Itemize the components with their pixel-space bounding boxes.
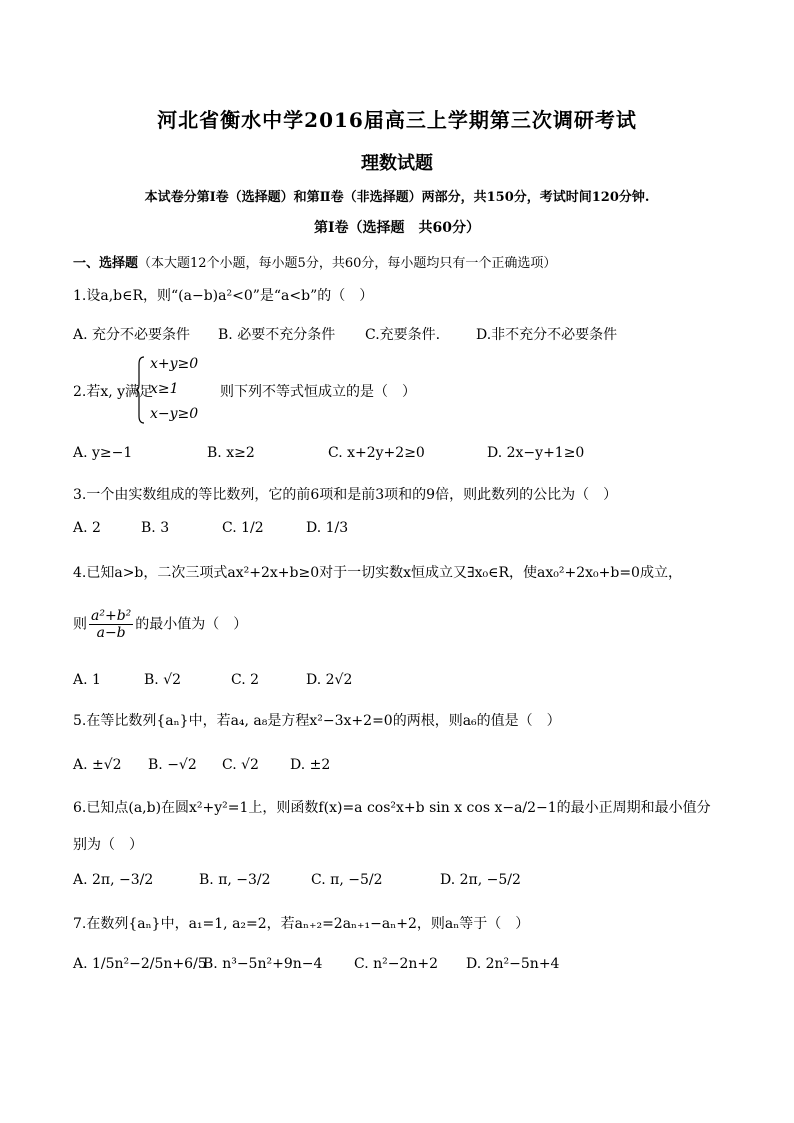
section-head: 一、选择题 [73, 256, 139, 271]
section-heading [73, 252, 556, 271]
question-6-stem: 6.已知点(a,b)在圆x²+y²=1上，则函数f(x)=a cos²x+b sin x cos x−a/2−1的最小正周期和最小值分 [73, 800, 711, 816]
question-7-stem: 7.在数列{aₙ}中，a₁=1, a₂=2，若aₙ₊₂=2aₙ₊₁−aₙ+2，则aₙ等于（ ） [73, 916, 530, 932]
q4-option-d: D. 2√2 [306, 672, 353, 688]
system-line-2: x≥1 [150, 381, 179, 397]
q7-option-d: D. 2n²−5n+4 [466, 956, 560, 972]
q5-option-b: B. −√2 [148, 757, 197, 773]
q2-option-b: B. x≥2 [207, 445, 255, 461]
q3-option-b: B. 3 [141, 520, 170, 536]
system-line-1: x+y≥0 [150, 356, 199, 372]
question-2-suffix: 则下列不等式恒成立的是（ ） [220, 384, 416, 400]
q5-option-d: D. ±2 [290, 757, 331, 773]
q4-suffix: 的最小值为（ ） [135, 616, 248, 633]
q5-option-c: C. √2 [222, 757, 259, 773]
q1-option-b: B. 必要不充分条件 [218, 327, 336, 343]
q1-option-a: A. 充分不必要条件 [73, 327, 191, 343]
q3-option-d: D. 1/3 [306, 520, 349, 536]
q6-option-a: A. 2π, −3/2 [73, 872, 154, 888]
exam-title: 河北省衡水中学2016届高三上学期第三次调研考试 [157, 108, 637, 132]
q1-option-c: C.充要条件. [365, 327, 441, 343]
system-line-3: x−y≥0 [150, 406, 199, 422]
q3-option-a: A. 2 [73, 520, 101, 536]
q2-option-a: A. y≥−1 [73, 445, 133, 461]
q1-option-d: D.非不充分不必要条件 [476, 327, 618, 343]
question-6-stem-line2: 别为（ ） [73, 837, 143, 853]
q2-option-c: C. x+2y+2≥0 [328, 445, 425, 461]
q4-fraction [89, 608, 133, 641]
q4-option-b: B. √2 [144, 672, 182, 688]
section-rule: （本大题12个小题，每小题5分，共60分，每小题均只有一个正确选项） [138, 256, 557, 271]
q4-prefix: 则 [73, 616, 87, 633]
q7-option-a: A. 1/5n²−2/5n+6/5 [73, 956, 207, 972]
q6-option-b: B. π, −3/2 [199, 872, 271, 888]
q3-option-c: C. 1/2 [222, 520, 264, 536]
question-5-stem: 5.在等比数列{aₙ}中，若a₄, a₈是方程x²−3x+2=0的两根，则a₆的值是（ ） [73, 713, 561, 729]
system-brace [135, 356, 145, 424]
q6-option-d: D. 2π, −5/2 [440, 872, 521, 888]
q2-option-d: D. 2x−y+1≥0 [487, 445, 585, 461]
q4-option-a: A. 1 [73, 672, 101, 688]
question-4-stem-line2 [73, 608, 247, 641]
q5-option-a: A. ±√2 [73, 757, 122, 773]
q7-option-c: C. n²−2n+2 [354, 956, 439, 972]
q7-option-b: B. n³−5n²+9n−4 [203, 956, 323, 972]
question-3-stem: 3.一个由实数组成的等比数列，它的前6项和是前3项和的9倍，则此数列的公比为（ ） [73, 487, 618, 503]
q4-frac-num: a²+b² [91, 608, 132, 624]
exam-subtitle: 理数试题 [361, 153, 433, 174]
part-heading: 第Ⅰ卷（选择题 共60分） [313, 220, 481, 236]
q6-option-c: C. π, −5/2 [311, 872, 383, 888]
question-1-stem: 1.设a,b∈R，则“(a−b)a²<0”是“a<b”的（ ） [73, 288, 374, 304]
q4-option-c: C. 2 [231, 672, 260, 688]
question-4-stem: 4.已知a>b，二次三项式ax²+2x+b≥0对于一切实数x恒成立又∃x₀∈R，使ax₀²+2x₀+b=0成立， [73, 565, 682, 581]
question-2-prefix: 2.若x, y满足 [73, 384, 154, 400]
q4-frac-den: a−b [96, 625, 126, 641]
exam-info: 本试卷分第Ⅰ卷（选择题）和第Ⅱ卷（非选择题）两部分，共150分，考试时间120分钟. [144, 190, 650, 205]
